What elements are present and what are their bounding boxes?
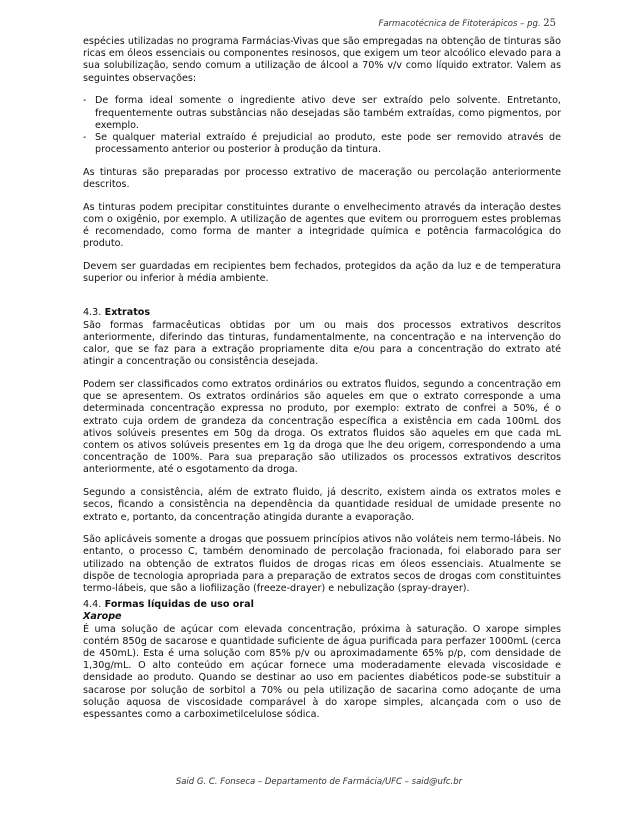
paragraph: Devem ser guardadas em recipientes bem fechados, protegidos da ação da luz e de temperatura superior ou inferior à média ambiente. [83,261,561,285]
list-item [83,132,561,156]
paragraph: Segundo a consistência, além de extrato fluido, já descrito, existem ainda os extratos moles e secos, ficando a consistência na dependência da quantidade residual de umidade presente no extrato e, portanto, da concentração atingida durante a evaporação. [83,487,561,523]
list-item-text: Se qualquer material extraído é prejudicial ao produto, este pode ser removido através de processamento anterior ou posterior à produção da tintura. [95,131,561,156]
observations-list [83,95,561,156]
section-title: Extratos [104,307,151,319]
section-title: Formas líquidas de uso oral [104,599,254,611]
paragraph: São aplicáveis somente a drogas que possuem princípios ativos não voláteis nem termo-lábeis. No entanto, o processo C, também denominado de percolação fracionada, foi elaborado para ser utilizado na obtenção de extratos fluidos de drogas ricas em óleos essenciais. Atualmente se dispõe de tecnologia apropriada para a preparação de extratos secos de drogas com constituintes termo-lábeis, que são a liofilização (freeze-drayer) e nebulização (spray-drayer). [83,534,561,595]
paragraph: É uma solução de açúcar com elevada concentração, próxima à saturação. O xarope simples contém 850g de sacarose e quantidade suficiente de água purificada para perfazer 1000mL (cerca de 450mL). Esta é uma solução com 85% p/v ou aproximadamente 65% p/p, com densidade de 1,30g/mL. O alto conteúdo em açúcar fornece uma moderadamente elevada viscosidade e densidade ao produto. Quando se destinar ao uso em pacientes diabéticos pode-se substituir a sacarose por solução de sorbitol a 70% ou pela utilização de sacarina como adoçante de uma solução aquosa de viscosidade comparável à do xarope simples, alcançada com o uso de espessantes como a carboximetilcelulose sódica. [83,623,561,721]
section-number: 4.3. [83,307,102,319]
bullet-marker: - [83,131,87,143]
paragraph: Podem ser classificados como extratos ordinários ou extratos fluidos, segundo a concentração em que se apresentem. Os extratos ordinários são aqueles em que o extrato corresponde a uma determinada concentração expressa no produto, por exemplo: extrato de confrei a 50%, é o extrato cuja ordem de grandeza da concentração específica a existência em cada 100mL dos ativos solúveis presentes em 50g da droga. Os extratos fluidos são aqueles em que cada mL contem os ativos solúveis presentes em 1g da droga que lhe deu origem, correspondendo a uma concentração de 100%. Para sua preparação são utilizados os processos extrativos descritos anteriormente, até o esgotamento da droga. [83,378,561,476]
page-number: 25 [543,18,556,29]
list-item [83,95,561,132]
paragraph: As tinturas são preparadas por processo extrativo de maceração ou percolação anteriormente descritos. [83,166,561,191]
bullet-marker: - [83,95,87,107]
list-item-text: De forma ideal somente o ingrediente ativo deve ser extraído pelo solvente. Entretanto, frequentemente outras substâncias não desejadas são também extraídas, como pigmentos, por exemplo. [95,95,561,131]
section-number: 4.4. [83,599,102,611]
section-heading-extratos [83,307,561,319]
subsection-title: Xarope [83,611,122,623]
paragraph: São formas farmacêuticas obtidas por um ou mais dos processos extrativos descritos anteriormente, diferindo das tinturas, fundamentalmente, na concentração e na intervenção do calor, que se faz para a extração propriamente dita e/ou para a concentração do extrato até atingir a concentração ou consistência desejada. [83,319,561,368]
section-heading-formas-liquidas [83,599,561,611]
page-header [378,18,556,29]
page-body [83,36,561,732]
paragraph: As tinturas podem precipitar constituintes durante o envelhecimento através da interação destes com o oxigênio, por exemplo. A utilização de agentes que evitem ou prorroguem estes problemas é recomendado, como forma de manter a integridade química e potência farmacológica do produto. [83,201,561,250]
page-footer: Said G. C. Fonseca – Departamento de Farmácia/UFC – said@ufc.br [175,777,463,787]
running-title: Farmacotécnica de Fitoterápicos – pg. [378,19,541,29]
paragraph: espécies utilizadas no programa Farmácias-Vivas que são empregadas na obtenção de tinturas são ricas em óleos essenciais ou componentes resinosos, que exigem um teor alcoólico elevado para a sua solubilização, sendo comum a utilização de álcool a 70% v/v como líquido extrator. Valem as seguintes observações: [83,36,561,84]
